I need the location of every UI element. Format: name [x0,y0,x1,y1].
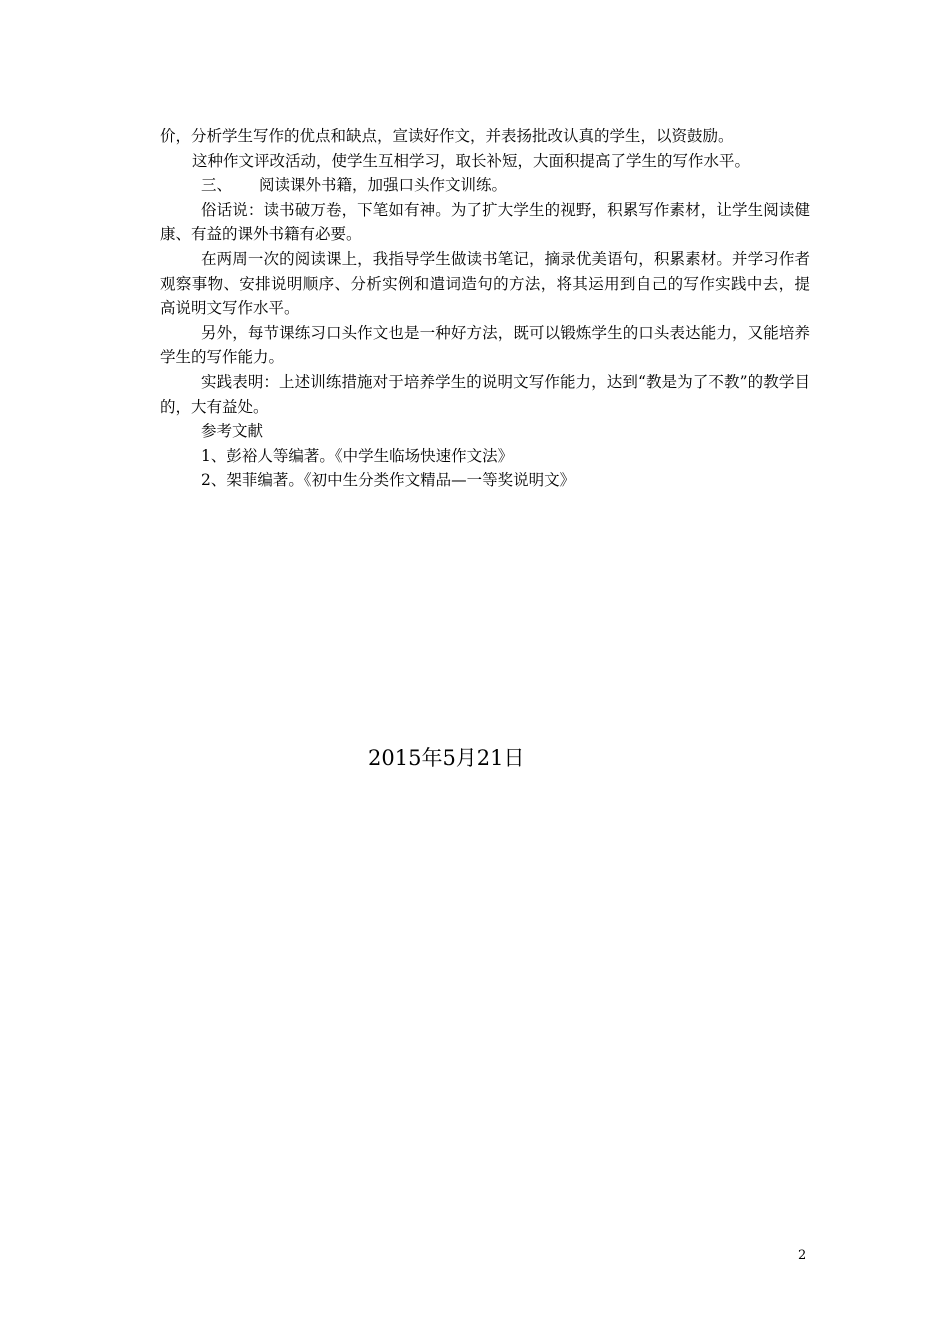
reference-item: 1、彭裕人等编著。《中学生临场快速作文法》 [201,446,514,465]
references-heading: 参考文献 [201,422,264,441]
paragraph-conclusion: 实践表明：上述训练措施对于培养学生的说明文写作能力，达到“教是为了不教”的教学目的，大有益处。 [160,372,810,416]
paragraph-reading-class: 在两周一次的阅读课上，我指导学生做读书笔记，摘录优美语句，积累素材。并学习作者观察事物、安排说明顺序、分析实例和遣词造句的方法，将其运用到自己的写作实践中去，提高说明文写作水平。 [160,249,810,318]
document-body [160,124,810,493]
reference-item: 2、架菲编著。《初中生分类作文精品—一等奖说明文》 [201,471,576,490]
section-heading-3 [160,173,810,198]
section-number: 三、 [201,176,233,195]
paragraph-proverb: 俗话说：读书破万卷，下笔如有神。为了扩大学生的视野，积累写作素材，让学生阅读健康、有益的课外书籍有必要。 [160,200,810,244]
document-date: 2015年5月21日 [368,746,525,770]
section-title: 阅读课外书籍，加强口头作文训练。 [259,176,508,195]
page-number: 2 [798,1248,807,1263]
paragraph-evaluation-summary: 这种作文评改活动，使学生互相学习，取长补短，大面积提高了学生的写作水平。 [192,151,751,170]
paragraph-oral-composition: 另外，每节课练习口头作文也是一种好方法，既可以锻炼学生的口头表达能力，又能培养学生的写作能力。 [160,323,810,367]
paragraph-continuation: 价，分析学生写作的优点和缺点，宣读好作文，并表扬批改认真的学生，以资鼓励。 [160,127,734,145]
